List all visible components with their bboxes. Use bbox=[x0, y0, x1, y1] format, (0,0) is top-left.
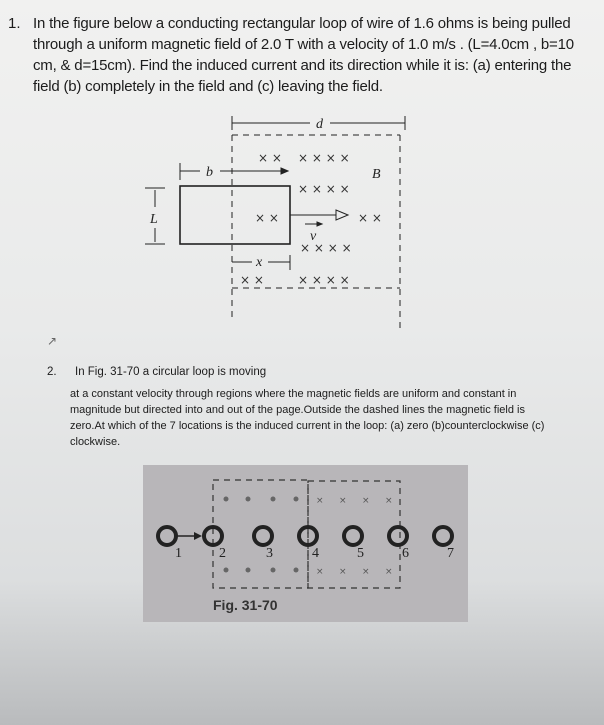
svg-text:×: × bbox=[316, 567, 324, 577]
label-L: L bbox=[150, 212, 158, 227]
label-B: B bbox=[372, 167, 381, 182]
question-2-number: 2. bbox=[47, 366, 57, 378]
question-1-number: 1. bbox=[8, 15, 21, 32]
location-6: 6 bbox=[402, 546, 409, 561]
mouse-cursor-icon: ↗ bbox=[47, 334, 58, 348]
location-4: 4 bbox=[312, 546, 319, 561]
svg-text:×: × bbox=[362, 496, 370, 506]
svg-text:×: × bbox=[362, 567, 370, 577]
question-2-first-line: In Fig. 31-70 a circular loop is moving bbox=[75, 366, 267, 378]
svg-text:× × × ×: × × × × bbox=[298, 182, 350, 196]
svg-text:× ×: × × bbox=[258, 151, 282, 165]
svg-text:× × × ×: × × × × bbox=[300, 241, 352, 255]
svg-text:× ×: × × bbox=[255, 211, 279, 225]
question-2-text: at a constant velocity through regions where the magnetic fields are uniform and constant in magnitude but directed into and out of the page.Outside the dashed lines the magnetic field is zero.At which of the 7 locations is the induced current in the loop: (a) zero (b)counterclockwise (c) clockwise. bbox=[70, 388, 545, 448]
field-into-page-markers-2 bbox=[316, 496, 393, 577]
label-x: x bbox=[256, 255, 263, 270]
location-5: 5 bbox=[357, 546, 364, 561]
loop-positions bbox=[158, 527, 452, 545]
svg-text:× × × ×: × × × × bbox=[298, 151, 350, 165]
question-1-text: In the figure below a conducting rectangular loop of wire of 1.6 ohms is being pulled through a uniform magnetic field of 2.0 T with a velocity of 1.0 m/s . (L=4.0cm , b=10 cm, & d=15cm). Find the induced current and its direction while it is: (a) entering the field (b) completely in the field and (c) leaving the field. bbox=[33, 15, 574, 95]
label-d: d bbox=[316, 117, 323, 132]
location-1: 1 bbox=[175, 546, 182, 561]
location-7: 7 bbox=[447, 546, 454, 561]
label-b: b bbox=[206, 165, 213, 180]
svg-text:× ×: × × bbox=[358, 211, 382, 225]
svg-text:×: × bbox=[385, 567, 393, 577]
field-out-of-page-dots bbox=[224, 497, 299, 573]
svg-text:×: × bbox=[339, 496, 347, 506]
svg-text:×: × bbox=[339, 567, 347, 577]
label-v: v bbox=[310, 229, 317, 244]
svg-text:× × × ×: × × × × bbox=[298, 273, 350, 287]
svg-text:×: × bbox=[385, 496, 393, 506]
svg-text:×: × bbox=[316, 496, 324, 506]
svg-text:× ×: × × bbox=[240, 273, 264, 287]
location-2: 2 bbox=[219, 546, 226, 561]
figure-caption: Fig. 31-70 bbox=[213, 597, 278, 613]
location-3: 3 bbox=[266, 546, 273, 561]
